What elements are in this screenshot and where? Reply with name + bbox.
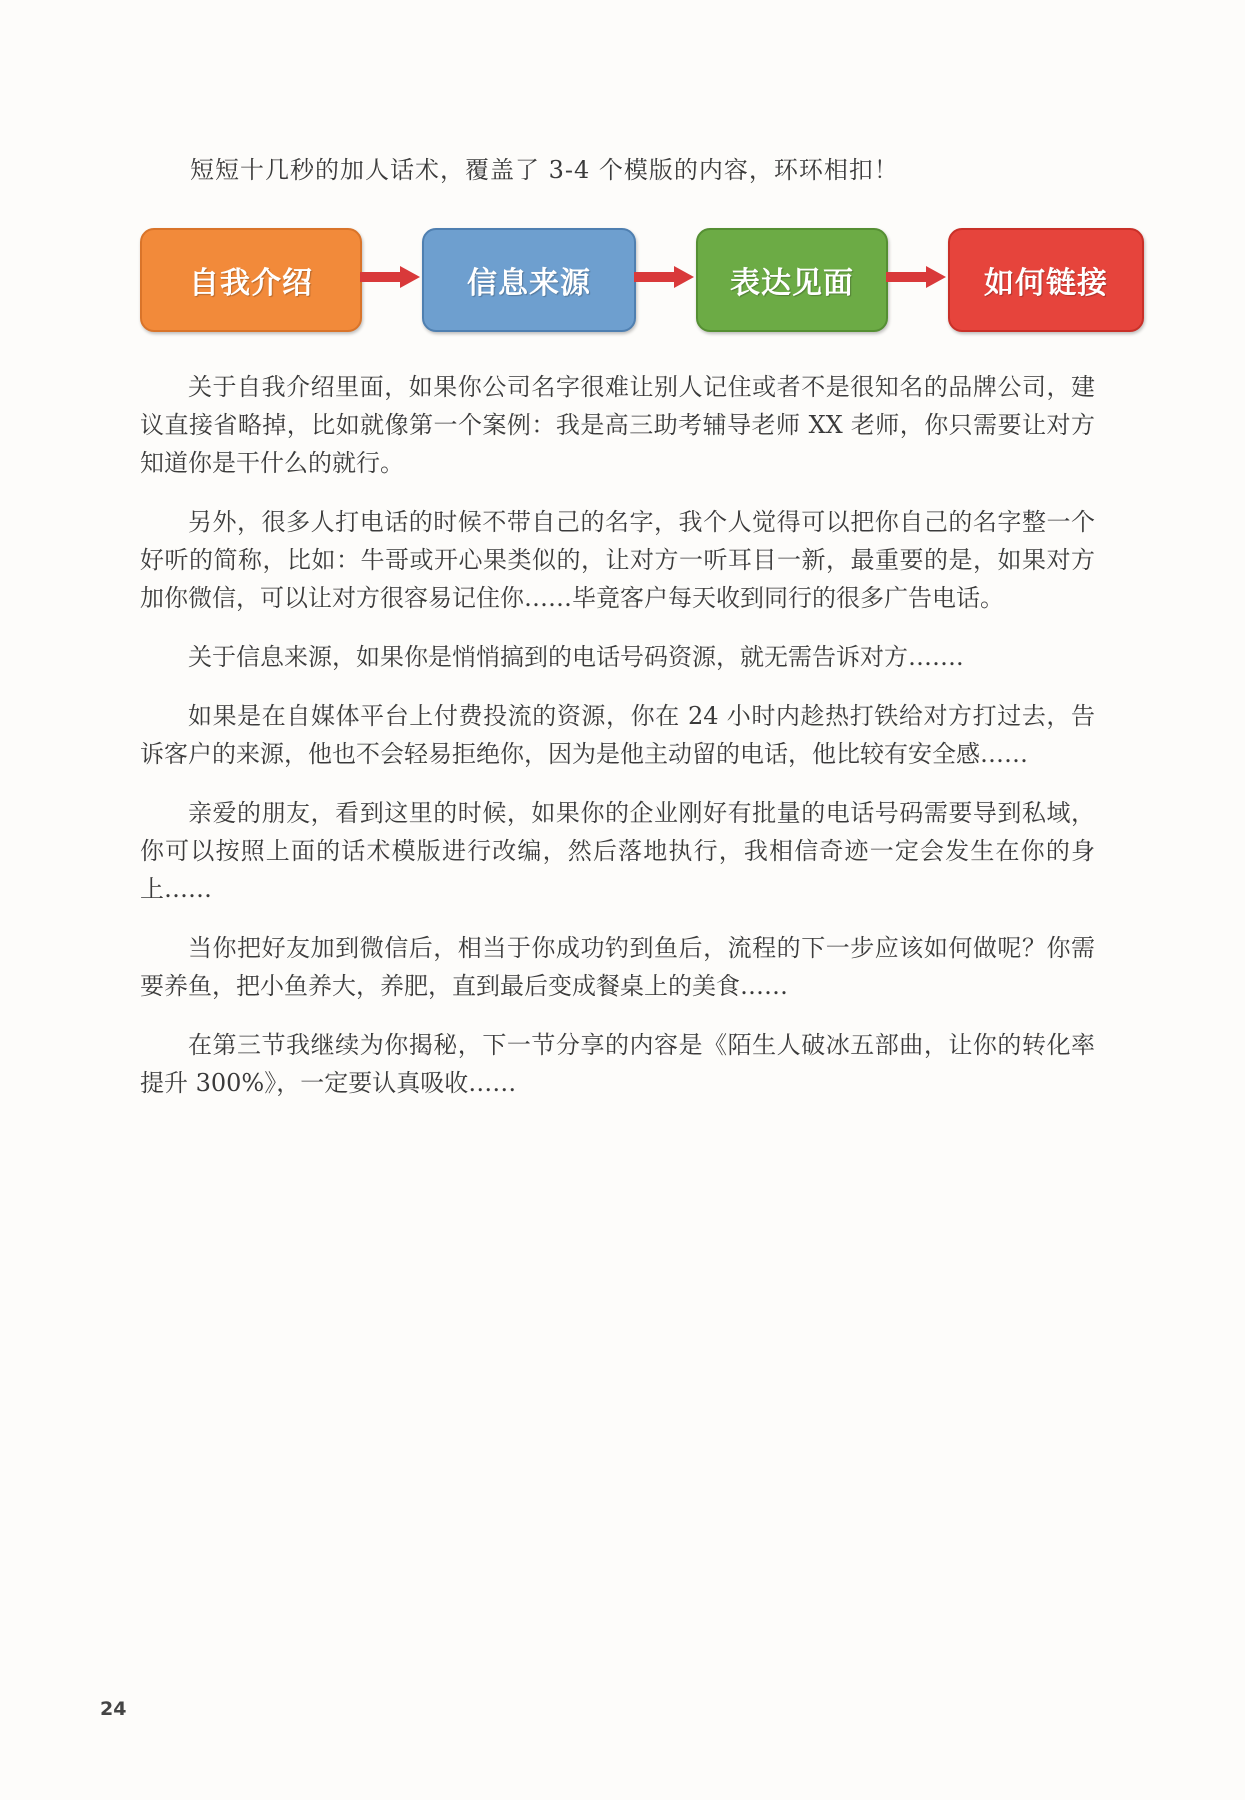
paragraph: 在第三节我继续为你揭秘，下一节分享的内容是《陌生人破冰五部曲，让你的转化率提升 300%》，一定要认真吸收…… bbox=[140, 1031, 1095, 1097]
paragraph: 当你把好友加到微信后，相当于你成功钓到鱼后，流程的下一步应该如何做呢？你需要养鱼，把小鱼养大，养肥，直到最后变成餐桌上的美食…… bbox=[140, 934, 1095, 1000]
flow-arrow-3 bbox=[886, 266, 946, 288]
flow-step-info-source bbox=[422, 228, 636, 332]
flow-arrow-2 bbox=[634, 266, 694, 288]
flow-diagram bbox=[140, 228, 1145, 338]
flow-step-connect bbox=[948, 228, 1144, 332]
paragraph: 关于信息来源，如果你是悄悄搞到的电话号码资源，就无需告诉对方……. bbox=[188, 643, 964, 671]
flow-step-label: 如何链接 bbox=[984, 266, 1108, 301]
intro-line: 短短十几秒的加人话术，覆盖了 3-4 个模版的内容，环环相扣！ bbox=[190, 156, 899, 184]
flow-arrow-1 bbox=[360, 266, 420, 288]
flow-step-label: 自我介绍 bbox=[189, 266, 313, 301]
paragraph: 如果是在自媒体平台上付费投流的资源，你在 24 小时内趁热打铁给对方打过去，告诉客户的来源，他也不会轻易拒绝你，因为是他主动留的电话，他比较有安全感…… bbox=[140, 702, 1095, 768]
flow-step-meet bbox=[696, 228, 888, 332]
paragraph: 亲爱的朋友，看到这里的时候，如果你的企业刚好有批量的电话号码需要导到私域，你可以按照上面的话术模版进行改编，然后落地执行，我相信奇迹一定会发生在你的身上…… bbox=[140, 799, 1095, 903]
flow-step-label: 信息来源 bbox=[467, 266, 591, 301]
paragraph: 关于自我介绍里面，如果你公司名字很难让别人记住或者不是很知名的品牌公司，建议直接省略掉，比如就像第一个案例：我是高三助考辅导老师 XX 老师，你只需要让对方知道你是干什么的就行。 bbox=[140, 373, 1095, 477]
paragraph: 另外，很多人打电话的时候不带自己的名字，我个人觉得可以把你自己的名字整一个好听的简称，比如：牛哥或开心果类似的，让对方一听耳目一新，最重要的是，如果对方加你微信，可以让对方很容易记住你……毕竟客户每天收到同行的很多广告电话。 bbox=[140, 508, 1095, 612]
body-text bbox=[140, 368, 1095, 1123]
page-number: 24 bbox=[100, 1698, 127, 1720]
flow-step-self-intro bbox=[140, 228, 362, 332]
flow-step-label: 表达见面 bbox=[730, 266, 854, 301]
